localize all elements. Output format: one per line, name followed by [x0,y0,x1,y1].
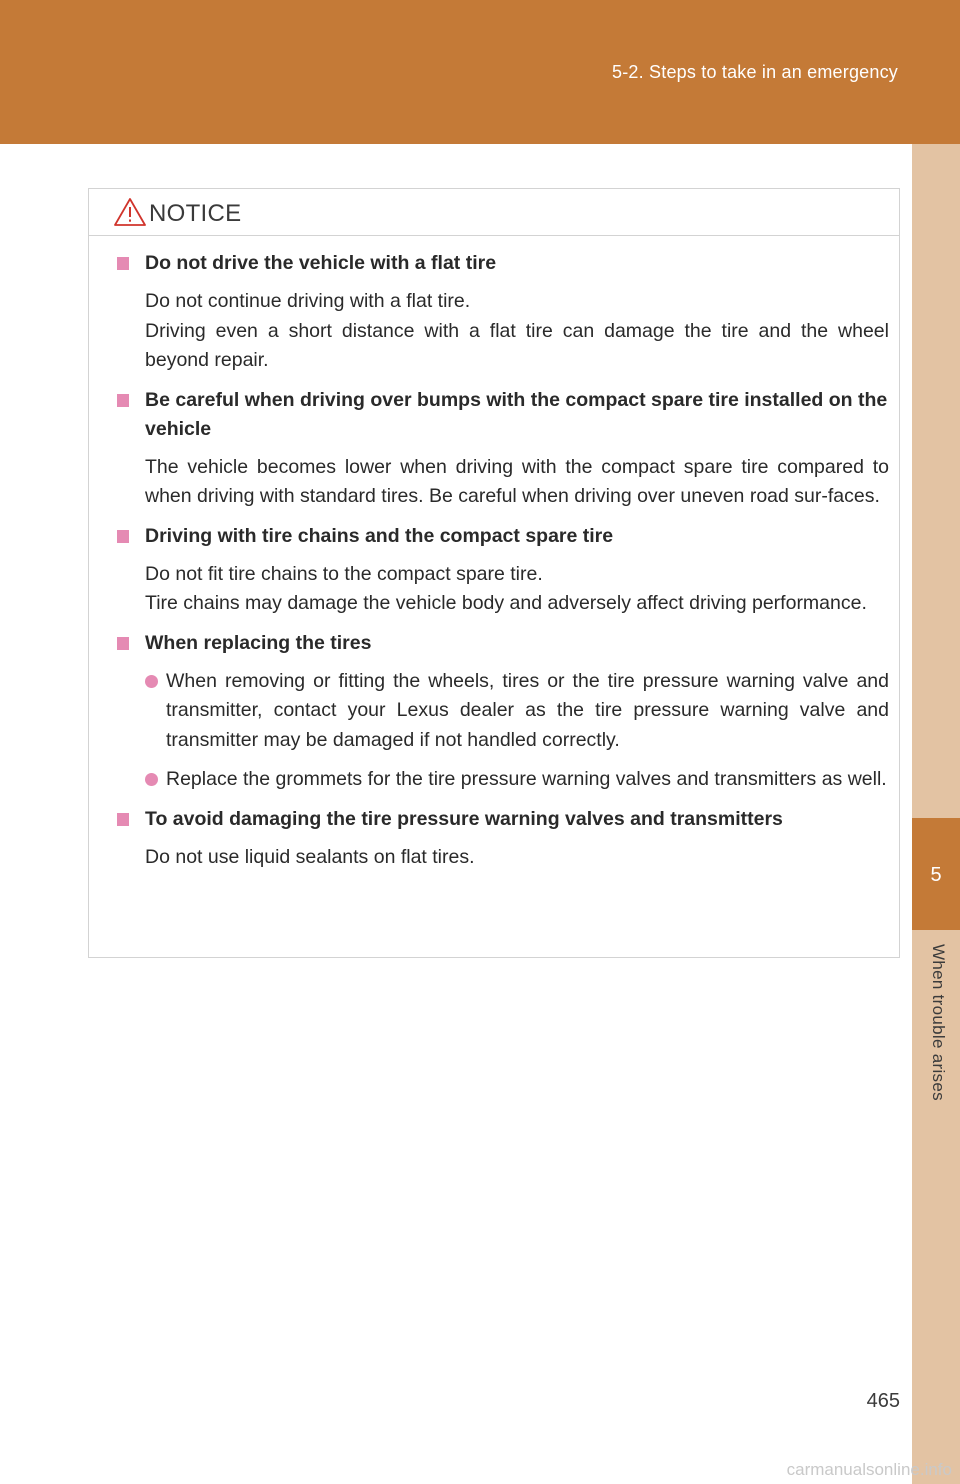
warning-triangle-icon [113,197,147,227]
circle-bullet-icon [145,675,158,688]
page-header [0,0,960,144]
paragraph-line: Do not continue driving with a flat tire. [145,290,471,312]
section-heading-text: When replacing the tires [145,631,372,654]
section-paragraph [117,560,889,619]
paragraph-line: Driving even a short distance with a flat tire can damage the tire and the wheel beyond repair. [145,319,889,371]
chapter-side-tab [912,144,960,1484]
watermark: carmanualsonline.info [786,1460,952,1479]
notice-title: NOTICE [149,200,242,227]
section-heading [117,249,889,278]
list-item [117,667,889,756]
section-heading-text: Do not drive the vehicle with a flat tire [145,252,497,274]
section-heading [117,805,889,834]
section-heading [117,386,889,444]
list-item-text: When removing or fitting the wheels, tires or the tire pressure warning valve and transmitter, contact your Lexus dealer as the tire pressure warning valve and transmitter may be damaged if not handled correctly. [166,669,889,751]
page-number: 465 [866,1390,900,1412]
square-bullet-icon [117,257,129,270]
list-item [117,765,889,795]
square-bullet-icon [117,637,129,650]
paragraph-line: Do not fit tire chains to the compact spare tire. [145,562,543,585]
section-paragraph [117,287,889,376]
square-bullet-icon [117,394,129,407]
list-item-text: Replace the grommets for the tire pressure warning valves and transmitters as well. [166,768,887,790]
section-heading-text: Be careful when driving over bumps with the compact spare tire installed on the vehicle [145,388,888,440]
circle-bullet-icon [145,773,158,786]
section-heading [117,522,889,551]
square-bullet-icon [117,530,129,543]
section-heading-text: Driving with tire chains and the compact spare tire [145,524,614,547]
notice-content [117,249,889,882]
section-heading-text: To avoid damaging the tire pressure warning valves and transmitters [145,807,783,830]
section-paragraph: Do not use liquid sealants on flat tires. [145,845,475,868]
chapter-number: 5 [930,864,942,886]
square-bullet-icon [117,813,129,826]
section-paragraph: The vehicle becomes lower when driving with the compact spare tire compared to when driving with standard tires. Be careful when driving over uneven road sur-faces. [145,455,889,507]
chapter-label: When trouble arises [929,944,948,1101]
section-heading [117,629,889,658]
notice-box [88,188,900,958]
section-title: 5-2. Steps to take in an emergency [612,62,898,82]
paragraph-line: Tire chains may damage the vehicle body and adversely affect driving performance. [145,592,867,614]
notice-header [89,189,899,236]
